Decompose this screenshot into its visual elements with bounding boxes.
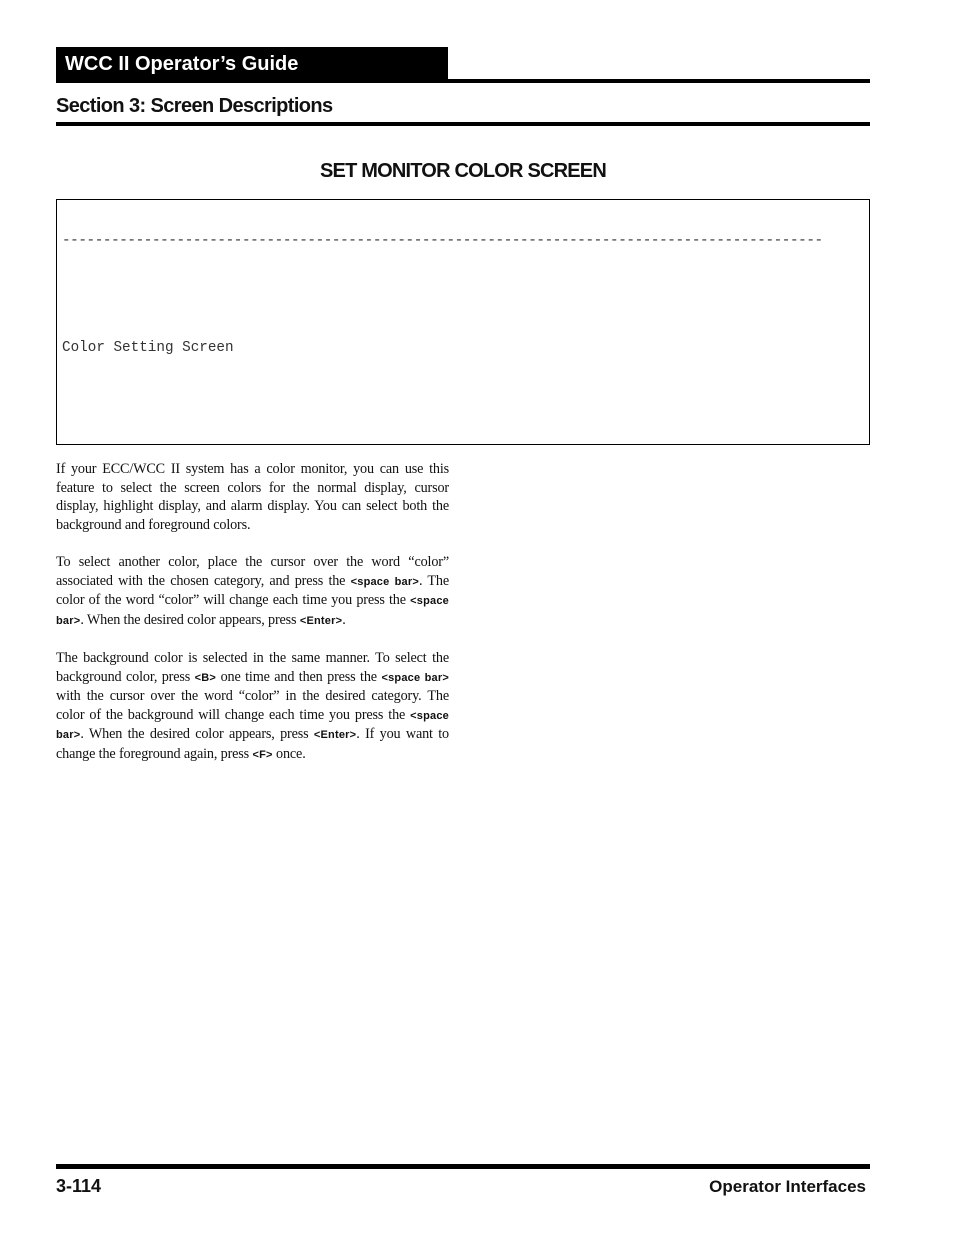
- screen-blank-line: [62, 393, 823, 411]
- key-space-bar: <space bar>: [350, 575, 419, 588]
- body-text-column: [56, 460, 449, 783]
- footer-chapter-title: Operator Interfaces: [709, 1177, 866, 1196]
- text-run: . If you want to change the foreground again, press: [56, 726, 449, 762]
- header-rule: [56, 79, 870, 83]
- screen-heading: SET MONITOR COLOR SCREEN: [319, 160, 606, 182]
- text-run: with the cursor over the word “color” in the desired category. The color of the background will change each time you press the: [56, 688, 449, 723]
- text-run: .: [342, 611, 346, 628]
- key-enter: <Enter>: [299, 614, 343, 627]
- page-number: 3-114: [56, 1176, 102, 1196]
- key-f: <F>: [252, 748, 273, 761]
- text-run: . When the desired color appears, press: [80, 611, 300, 628]
- paragraph-select-color: [56, 553, 449, 630]
- section-title: Section 3: Screen Descriptions: [56, 95, 333, 117]
- running-header: [56, 47, 870, 83]
- footer-rule: [56, 1164, 870, 1169]
- header-title-bar: [56, 47, 448, 81]
- text-run: . The color of the word “color” will change each time you press the: [56, 572, 449, 609]
- screen-divider-top: ---------------------------------------------------------------------------------------------: [62, 232, 823, 249]
- screen-title-line: Color Setting Screen: [62, 339, 234, 356]
- text-run: . When the desired color appears, press: [80, 726, 314, 743]
- key-space-bar: <space bar>: [56, 709, 449, 742]
- terminal-screen-box: [56, 199, 870, 445]
- text-run: The background color is selected in the same manner. To select the background color, press: [56, 649, 449, 685]
- screen-blank-line: [62, 286, 823, 304]
- key-enter: <Enter>: [313, 729, 357, 742]
- paragraph-background-color: [56, 649, 449, 765]
- section-rule: [56, 122, 870, 126]
- guide-title: WCC II Operator’s Guide: [65, 53, 299, 75]
- key-b: <B>: [194, 671, 217, 684]
- key-space-bar: <space bar>: [381, 671, 449, 684]
- text-run: once.: [272, 745, 306, 762]
- paragraph-intro: If your ECC/WCC II system has a color monitor, you can use this feature to select the screen colors for the normal display, cursor display, highlight display, and alarm display. You can select both the background and foreground colors.: [56, 461, 449, 533]
- key-space-bar: <space bar>: [56, 595, 449, 627]
- terminal-screen-text: [62, 199, 823, 445]
- text-run: To select another color, place the cursor over the word “color” associated with the chosen category, and press the: [56, 553, 449, 589]
- text-run: one time and then press the: [216, 668, 382, 685]
